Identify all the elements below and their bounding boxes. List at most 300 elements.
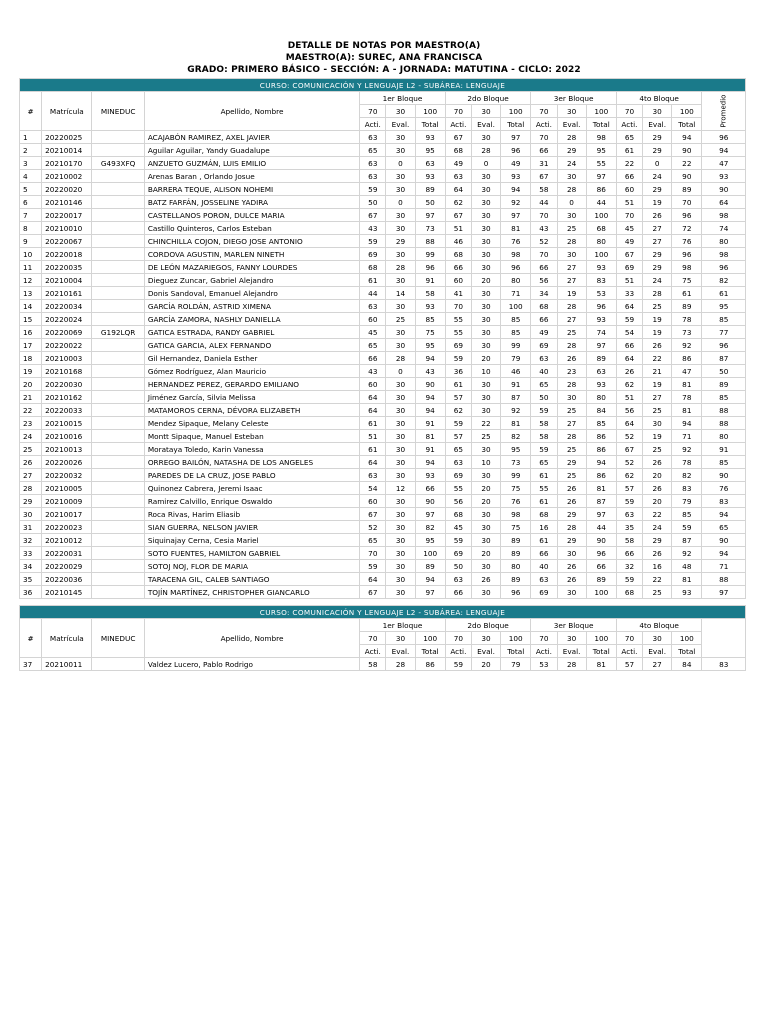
grade-cell: 63 xyxy=(445,573,471,586)
grade-cell: 90 xyxy=(672,170,702,183)
student-name: PAREDES DE LA CRUZ, JOSE PABLO xyxy=(144,469,359,482)
row-number: 26 xyxy=(20,456,42,469)
grade-cell: 33 xyxy=(616,287,642,300)
block-4-header: 4to Bloque xyxy=(616,619,702,632)
subheader-cell: Total xyxy=(586,118,616,131)
grade-cell: 58 xyxy=(531,183,557,196)
grade-cell: 69 xyxy=(531,339,557,352)
grade-cell: 29 xyxy=(557,144,586,157)
mineduc-cell xyxy=(92,352,144,365)
grade-cell: 96 xyxy=(586,300,616,313)
average-cell: 77 xyxy=(702,326,746,339)
grade-cell: 25 xyxy=(471,430,500,443)
col-mineduc: MINEDUC xyxy=(92,92,144,131)
grade-cell: 73 xyxy=(415,222,445,235)
grade-cell: 20 xyxy=(471,352,500,365)
block-3-header: 3er Bloque xyxy=(531,619,617,632)
row-number: 5 xyxy=(20,183,42,196)
block-2-header: 2do Bloque xyxy=(445,92,531,105)
row-number: 21 xyxy=(20,391,42,404)
matricula-cell: 20210162 xyxy=(42,391,92,404)
block-3-header: 3er Bloque xyxy=(531,92,617,105)
grade-cell: 58 xyxy=(415,287,445,300)
row-number: 37 xyxy=(20,658,42,671)
table-row xyxy=(20,352,746,365)
grade-cell: 30 xyxy=(386,456,415,469)
grade-cell: 81 xyxy=(672,573,702,586)
table-row xyxy=(20,222,746,235)
grade-cell: 78 xyxy=(672,391,702,404)
grade-cell: 89 xyxy=(501,534,531,547)
row-number: 17 xyxy=(20,339,42,352)
grade-cell: 27 xyxy=(643,391,672,404)
grade-cell: 0 xyxy=(643,157,672,170)
matricula-cell: 20220031 xyxy=(42,547,92,560)
subheader-cell: Eval. xyxy=(557,645,586,658)
grade-cell: 26 xyxy=(616,365,642,378)
subheader-cell: Acti. xyxy=(616,118,642,131)
max-points-cell: 100 xyxy=(501,632,531,645)
grade-cell: 55 xyxy=(531,482,557,495)
grade-cell: 30 xyxy=(386,586,415,599)
grade-cell: 97 xyxy=(586,508,616,521)
grade-cell: 97 xyxy=(501,209,531,222)
grade-cell: 92 xyxy=(672,547,702,560)
subheader-cell: Eval. xyxy=(386,645,415,658)
student-name: Roca Rivas, Harim Eliasib xyxy=(144,508,359,521)
grade-cell: 63 xyxy=(360,131,386,144)
grade-cell: 67 xyxy=(360,586,386,599)
grade-cell: 24 xyxy=(643,274,672,287)
grade-cell: 30 xyxy=(386,495,415,508)
average-cell: 97 xyxy=(702,586,746,599)
table-row xyxy=(20,391,746,404)
grade-cell: 90 xyxy=(415,378,445,391)
average-cell: 90 xyxy=(702,469,746,482)
grade-cell: 63 xyxy=(586,365,616,378)
grade-cell: 16 xyxy=(531,521,557,534)
student-name: GATICA GARCIA, ALEX FERNANDO xyxy=(144,339,359,352)
table-row xyxy=(20,235,746,248)
mineduc-cell xyxy=(92,560,144,573)
grade-cell: 68 xyxy=(360,261,386,274)
grade-cell: 30 xyxy=(471,131,500,144)
grade-cell: 90 xyxy=(586,534,616,547)
grade-cell: 67 xyxy=(360,508,386,521)
grade-cell: 30 xyxy=(471,313,500,326)
row-number: 13 xyxy=(20,287,42,300)
grade-cell: 76 xyxy=(501,495,531,508)
row-number: 32 xyxy=(20,534,42,547)
student-name: Quinonez Cabrera, Jeremi Isaac xyxy=(144,482,359,495)
grade-cell: 70 xyxy=(531,209,557,222)
max-points-cell: 100 xyxy=(586,105,616,118)
table-row xyxy=(20,508,746,521)
grade-cell: 28 xyxy=(557,131,586,144)
grade-cell: 61 xyxy=(616,144,642,157)
grade-cell: 59 xyxy=(445,658,471,671)
grade-cell: 49 xyxy=(616,235,642,248)
grade-cell: 28 xyxy=(557,235,586,248)
grade-cell: 66 xyxy=(445,586,471,599)
grade-cell: 61 xyxy=(531,534,557,547)
table-row xyxy=(20,326,746,339)
grade-cell: 59 xyxy=(360,560,386,573)
matricula-cell: 20220033 xyxy=(42,404,92,417)
grade-cell: 61 xyxy=(531,495,557,508)
grade-cell: 30 xyxy=(386,404,415,417)
grade-cell: 57 xyxy=(616,482,642,495)
grade-cell: 52 xyxy=(531,235,557,248)
grade-cell: 81 xyxy=(586,482,616,495)
student-name: Dieguez Zuncar, Gabriel Alejandro xyxy=(144,274,359,287)
table-row xyxy=(20,586,746,599)
grade-cell: 26 xyxy=(471,573,500,586)
grade-cell: 79 xyxy=(672,495,702,508)
matricula-cell: 20220030 xyxy=(42,378,92,391)
subheader-cell: Eval. xyxy=(471,118,500,131)
grade-cell: 67 xyxy=(360,209,386,222)
average-cell: 83 xyxy=(702,495,746,508)
student-name: BARRERA TEQUE, ALISON NOHEMI xyxy=(144,183,359,196)
matricula-cell: 20220017 xyxy=(42,209,92,222)
grade-cell: 25 xyxy=(557,404,586,417)
matricula-cell: 20210002 xyxy=(42,170,92,183)
row-number: 6 xyxy=(20,196,42,209)
grade-cell: 51 xyxy=(445,222,471,235)
grade-cell: 20 xyxy=(471,547,500,560)
matricula-cell: 20210146 xyxy=(42,196,92,209)
grade-cell: 64 xyxy=(445,183,471,196)
grade-cell: 70 xyxy=(531,248,557,261)
grade-cell: 30 xyxy=(471,443,500,456)
grade-cell: 30 xyxy=(471,326,500,339)
grade-cell: 93 xyxy=(672,586,702,599)
grade-cell: 35 xyxy=(616,521,642,534)
grade-cell: 76 xyxy=(672,235,702,248)
grade-cell: 46 xyxy=(501,365,531,378)
grade-cell: 40 xyxy=(531,365,557,378)
matricula-cell: 20220026 xyxy=(42,456,92,469)
grade-cell: 75 xyxy=(501,482,531,495)
mineduc-cell xyxy=(92,443,144,456)
grade-cell: 57 xyxy=(616,658,642,671)
grade-cell: 53 xyxy=(586,287,616,300)
grade-cell: 30 xyxy=(386,222,415,235)
student-name: SOTO FUENTES, HAMILTON GABRIEL xyxy=(144,547,359,560)
grade-cell: 30 xyxy=(557,586,586,599)
grade-cell: 82 xyxy=(415,521,445,534)
matricula-cell: 20210168 xyxy=(42,365,92,378)
grade-cell: 66 xyxy=(445,261,471,274)
table-row xyxy=(20,521,746,534)
grade-cell: 51 xyxy=(616,391,642,404)
grade-cell: 14 xyxy=(386,287,415,300)
grade-cell: 96 xyxy=(501,586,531,599)
grade-cell: 30 xyxy=(471,196,500,209)
average-cell: 76 xyxy=(702,482,746,495)
max-points-cell: 30 xyxy=(643,632,672,645)
average-cell: 90 xyxy=(702,534,746,547)
grade-cell: 96 xyxy=(672,209,702,222)
grade-cell: 22 xyxy=(643,352,672,365)
grade-cell: 29 xyxy=(643,261,672,274)
grade-cell: 64 xyxy=(360,456,386,469)
grade-cell: 59 xyxy=(445,417,471,430)
grade-cell: 81 xyxy=(672,404,702,417)
col-promedio-blank xyxy=(702,619,746,658)
row-number: 36 xyxy=(20,586,42,599)
subheader-cell: Acti. xyxy=(360,645,386,658)
grade-cell: 100 xyxy=(415,547,445,560)
grade-cell: 97 xyxy=(415,209,445,222)
grade-cell: 30 xyxy=(386,131,415,144)
grade-cell: 28 xyxy=(557,339,586,352)
mineduc-cell xyxy=(92,482,144,495)
grade-cell: 19 xyxy=(643,378,672,391)
grade-cell: 25 xyxy=(557,443,586,456)
grade-cell: 30 xyxy=(471,560,500,573)
grade-cell: 30 xyxy=(471,339,500,352)
subheader-cell: Acti. xyxy=(531,645,557,658)
grade-cell: 66 xyxy=(616,547,642,560)
grade-cell: 59 xyxy=(616,495,642,508)
grade-cell: 97 xyxy=(586,170,616,183)
block-1-header: 1er Bloque xyxy=(360,92,446,105)
grade-cell: 0 xyxy=(386,157,415,170)
matricula-cell: 20210004 xyxy=(42,274,92,287)
grade-cell: 96 xyxy=(586,547,616,560)
grade-cell: 43 xyxy=(360,365,386,378)
table-row xyxy=(20,196,746,209)
row-number: 8 xyxy=(20,222,42,235)
average-cell: 65 xyxy=(702,521,746,534)
grade-cell: 90 xyxy=(415,495,445,508)
grade-cell: 70 xyxy=(672,196,702,209)
grade-cell: 50 xyxy=(415,196,445,209)
student-name: Mendez Sipaque, Melany Celeste xyxy=(144,417,359,430)
grade-cell: 85 xyxy=(586,417,616,430)
grade-cell: 66 xyxy=(531,144,557,157)
student-name: Siquinajay Cerna, Cesia Mariel xyxy=(144,534,359,547)
matricula-cell: 20210010 xyxy=(42,222,92,235)
row-number: 33 xyxy=(20,547,42,560)
max-points-cell: 70 xyxy=(616,632,642,645)
row-number: 12 xyxy=(20,274,42,287)
grade-cell: 29 xyxy=(643,144,672,157)
grade-cell: 89 xyxy=(415,183,445,196)
grade-cell: 28 xyxy=(557,521,586,534)
grade-cell: 96 xyxy=(501,261,531,274)
grade-cell: 59 xyxy=(531,404,557,417)
grade-cell: 69 xyxy=(360,248,386,261)
grade-cell: 29 xyxy=(643,248,672,261)
grade-cell: 98 xyxy=(501,508,531,521)
grade-cell: 66 xyxy=(616,170,642,183)
mineduc-cell xyxy=(92,183,144,196)
max-points-cell: 70 xyxy=(616,105,642,118)
grade-cell: 64 xyxy=(360,404,386,417)
grade-cell: 78 xyxy=(672,313,702,326)
matricula-cell: 20210003 xyxy=(42,352,92,365)
mineduc-cell xyxy=(92,300,144,313)
grade-cell: 30 xyxy=(386,534,415,547)
grade-cell: 25 xyxy=(643,404,672,417)
grade-cell: 30 xyxy=(471,300,500,313)
grade-cell: 100 xyxy=(586,248,616,261)
matricula-cell: 20210005 xyxy=(42,482,92,495)
subheader-cell: Total xyxy=(501,118,531,131)
grade-cell: 75 xyxy=(672,274,702,287)
grade-cell: 43 xyxy=(415,365,445,378)
mineduc-cell xyxy=(92,495,144,508)
grade-cell: 70 xyxy=(360,547,386,560)
grade-cell: 24 xyxy=(557,157,586,170)
grade-cell: 25 xyxy=(643,300,672,313)
grade-cell: 64 xyxy=(616,352,642,365)
grade-cell: 30 xyxy=(386,209,415,222)
average-cell: 88 xyxy=(702,404,746,417)
grade-cell: 89 xyxy=(501,547,531,560)
grades-table-page2 xyxy=(19,605,746,671)
grade-cell: 69 xyxy=(616,261,642,274)
table-row xyxy=(20,534,746,547)
grade-cell: 45 xyxy=(616,222,642,235)
grade-cell: 29 xyxy=(643,131,672,144)
matricula-cell: 20220024 xyxy=(42,313,92,326)
grade-cell: 30 xyxy=(557,170,586,183)
grade-cell: 68 xyxy=(586,222,616,235)
average-cell: 64 xyxy=(702,196,746,209)
grade-cell: 22 xyxy=(471,417,500,430)
block-4-header: 4to Bloque xyxy=(616,92,702,105)
grade-cell: 91 xyxy=(501,378,531,391)
grade-cell: 68 xyxy=(616,586,642,599)
row-number: 20 xyxy=(20,378,42,391)
max-points-cell: 70 xyxy=(531,632,557,645)
subheader-cell: Eval. xyxy=(643,645,672,658)
student-name: Ramirez Calvillo, Enrique Oswaldo xyxy=(144,495,359,508)
grade-cell: 86 xyxy=(586,183,616,196)
max-points-cell: 30 xyxy=(557,632,586,645)
grade-cell: 20 xyxy=(471,495,500,508)
grade-cell: 31 xyxy=(531,157,557,170)
grade-cell: 95 xyxy=(415,534,445,547)
grade-cell: 30 xyxy=(471,391,500,404)
grade-cell: 30 xyxy=(386,521,415,534)
grade-cell: 92 xyxy=(672,443,702,456)
grade-cell: 64 xyxy=(360,391,386,404)
student-name: GARCÍA ZAMORA, NASHLY DANIELLA xyxy=(144,313,359,326)
max-points-cell: 100 xyxy=(672,105,702,118)
grade-cell: 76 xyxy=(501,235,531,248)
mineduc-cell xyxy=(92,196,144,209)
grade-cell: 94 xyxy=(672,131,702,144)
grade-cell: 60 xyxy=(360,378,386,391)
grade-cell: 29 xyxy=(557,508,586,521)
grade-cell: 26 xyxy=(557,560,586,573)
grade-cell: 57 xyxy=(445,391,471,404)
row-number: 15 xyxy=(20,313,42,326)
table-row xyxy=(20,144,746,157)
grade-cell: 79 xyxy=(501,658,531,671)
grade-cell: 81 xyxy=(672,378,702,391)
grade-cell: 29 xyxy=(557,534,586,547)
grade-cell: 89 xyxy=(672,300,702,313)
grade-cell: 68 xyxy=(445,248,471,261)
grade-cell: 93 xyxy=(501,170,531,183)
subheader-cell: Eval. xyxy=(557,118,586,131)
average-cell: 85 xyxy=(702,391,746,404)
student-name: CHINCHILLA COJON, DIEGO JOSE ANTONIO xyxy=(144,235,359,248)
grade-cell: 28 xyxy=(557,183,586,196)
grade-cell: 30 xyxy=(386,417,415,430)
grade-cell: 84 xyxy=(586,404,616,417)
grade-cell: 26 xyxy=(643,547,672,560)
grade-cell: 45 xyxy=(360,326,386,339)
grade-cell: 97 xyxy=(586,339,616,352)
col-name: Apellido, Nombre xyxy=(144,619,359,658)
average-cell: 85 xyxy=(702,313,746,326)
grade-cell: 66 xyxy=(531,313,557,326)
max-points-cell: 70 xyxy=(531,105,557,118)
grade-cell: 89 xyxy=(586,352,616,365)
grade-cell: 23 xyxy=(557,365,586,378)
grade-cell: 30 xyxy=(557,391,586,404)
row-number: 11 xyxy=(20,261,42,274)
grade-cell: 26 xyxy=(643,482,672,495)
table-row xyxy=(20,495,746,508)
subheader-cell: Total xyxy=(415,645,445,658)
matricula-cell: 20210170 xyxy=(42,157,92,170)
grade-cell: 96 xyxy=(415,261,445,274)
table-row xyxy=(20,248,746,261)
grade-cell: 94 xyxy=(415,404,445,417)
grades-table xyxy=(19,78,746,599)
matricula-cell: 20220032 xyxy=(42,469,92,482)
average-cell: 83 xyxy=(702,658,746,671)
mineduc-cell xyxy=(92,222,144,235)
student-name: Jiménez García, Silvia Melissa xyxy=(144,391,359,404)
matricula-cell: 20210012 xyxy=(42,534,92,547)
grade-cell: 66 xyxy=(531,547,557,560)
grade-cell: 69 xyxy=(531,586,557,599)
grade-cell: 19 xyxy=(643,313,672,326)
table-row xyxy=(20,209,746,222)
grade-cell: 85 xyxy=(501,326,531,339)
grade-cell: 30 xyxy=(386,430,415,443)
student-name: Morataya Toledo, Karin Vanessa xyxy=(144,443,359,456)
grade-cell: 30 xyxy=(471,183,500,196)
grade-cell: 94 xyxy=(501,183,531,196)
row-number: 31 xyxy=(20,521,42,534)
grade-cell: 61 xyxy=(672,287,702,300)
mineduc-cell xyxy=(92,261,144,274)
grade-cell: 85 xyxy=(672,508,702,521)
grade-cell: 30 xyxy=(557,248,586,261)
average-cell: 95 xyxy=(702,300,746,313)
grade-cell: 95 xyxy=(501,443,531,456)
grade-cell: 20 xyxy=(471,658,500,671)
grade-cell: 98 xyxy=(586,131,616,144)
table-row xyxy=(20,157,746,170)
row-number: 1 xyxy=(20,131,42,144)
grade-cell: 96 xyxy=(672,248,702,261)
col-num: # xyxy=(20,619,42,658)
matricula-cell: 20210014 xyxy=(42,144,92,157)
table-row xyxy=(20,443,746,456)
row-number: 16 xyxy=(20,326,42,339)
